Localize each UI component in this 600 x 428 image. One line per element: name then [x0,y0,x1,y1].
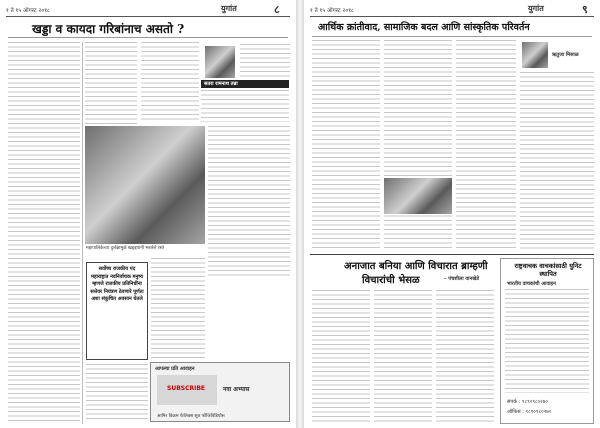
left-headline-rule [8,37,288,38]
second-headline-line-1: अनाजात बनिया आणि विचारात ब्राम्हणी [344,261,488,272]
right-author-photo [522,42,548,68]
pothole-photo [85,126,205,244]
author-photo [205,46,235,78]
right-page [304,0,600,428]
sidebar-box [500,258,594,424]
second-column-3 [436,290,494,424]
left-column-2-bottom [86,364,148,422]
photo-caption: महापालिकेच्या दुर्लक्षामुळे खड्ड्यांनी भरलेले रस्ते [86,246,165,251]
right-column-1 [312,40,380,250]
right-page-brand: युगांत [528,3,544,13]
left-page-date: १ ते १५ ऑगस्ट २०१८ [6,8,50,14]
left-column-3-bottom [151,258,205,358]
left-author-tag: सतरा रामनाथ तन्ना [201,80,289,88]
left-page [0,0,296,428]
ad-footer: आमिर विक्रम फेलिक्स सूत्र फौजिविडियोस [157,414,225,419]
second-column-2 [374,290,432,424]
second-author: – पंचशीला वानखेडे [444,276,479,282]
sidebar-text [505,289,589,393]
right-inline-photo [384,178,452,214]
ad-sub-label: नवा अभ्यास [223,386,250,393]
sidebar-contact: संपर्क : ९८९०९८०२७० [507,399,548,405]
right-page-date: १ ते १५ ऑगस्ट २०१८ [310,8,354,14]
subscribe-ad[interactable] [150,362,290,422]
pull-quote-box: सर्वोच्च राजकीय पद महाराष्ट्रात नवनिर्वाचक मनुष्य म्हणजे राजकीय प्रतिनिधींना सत्तेवर नियंत्रण ठेवणारे पूर्णतः अशा संकुचित अवसान घेतले [86,262,148,360]
right-headline-rule [312,36,592,37]
second-headline-line-2: विचारांची भेसळ [362,275,420,286]
page-gutter [296,0,304,428]
left-headline: खड्डा व कायदा गरिबांनाच असतो ? [32,22,185,36]
left-column-2-top [85,42,137,137]
author-intro-text [240,44,290,78]
left-col-divider-1 [82,42,83,424]
right-header-rule [310,16,594,17]
sidebar-subtitle: भारतीय वाचकांची आवाहन [507,281,556,287]
right-column-2 [384,40,452,250]
left-column-4-top [201,90,289,122]
right-headline: आर्थिक क्रांतीवाद, सामाजिक बदल आणि सांस्कृतिक परिवर्तन [318,22,530,33]
sidebar-contact-2: ऑफिस : ९८९०९८०२७० [507,409,552,415]
second-column-1 [312,290,370,424]
right-author-tag: ऋतुजा मिसाळ [552,52,579,58]
section-divider [310,254,594,255]
left-column-3-top [141,42,199,122]
left-column-1 [8,42,80,424]
left-page-header [6,2,290,16]
left-page-number: ८ [274,3,280,16]
sidebar-title: राष्ट्रवाचक वाचकांसाठी युनिट स्थापित [514,262,582,278]
right-page-header [310,2,594,16]
left-column-4-mid [208,126,290,276]
left-page-brand: युगांत [221,3,237,13]
ad-heading: आपल्या प्रति आवाहन [155,366,195,372]
right-column-3 [456,40,516,250]
right-page-number: ९ [582,3,588,16]
left-header-rule [6,16,290,17]
right-column-4 [520,72,594,250]
ad-subscribe-label: SUBSCRIBE [167,385,206,392]
